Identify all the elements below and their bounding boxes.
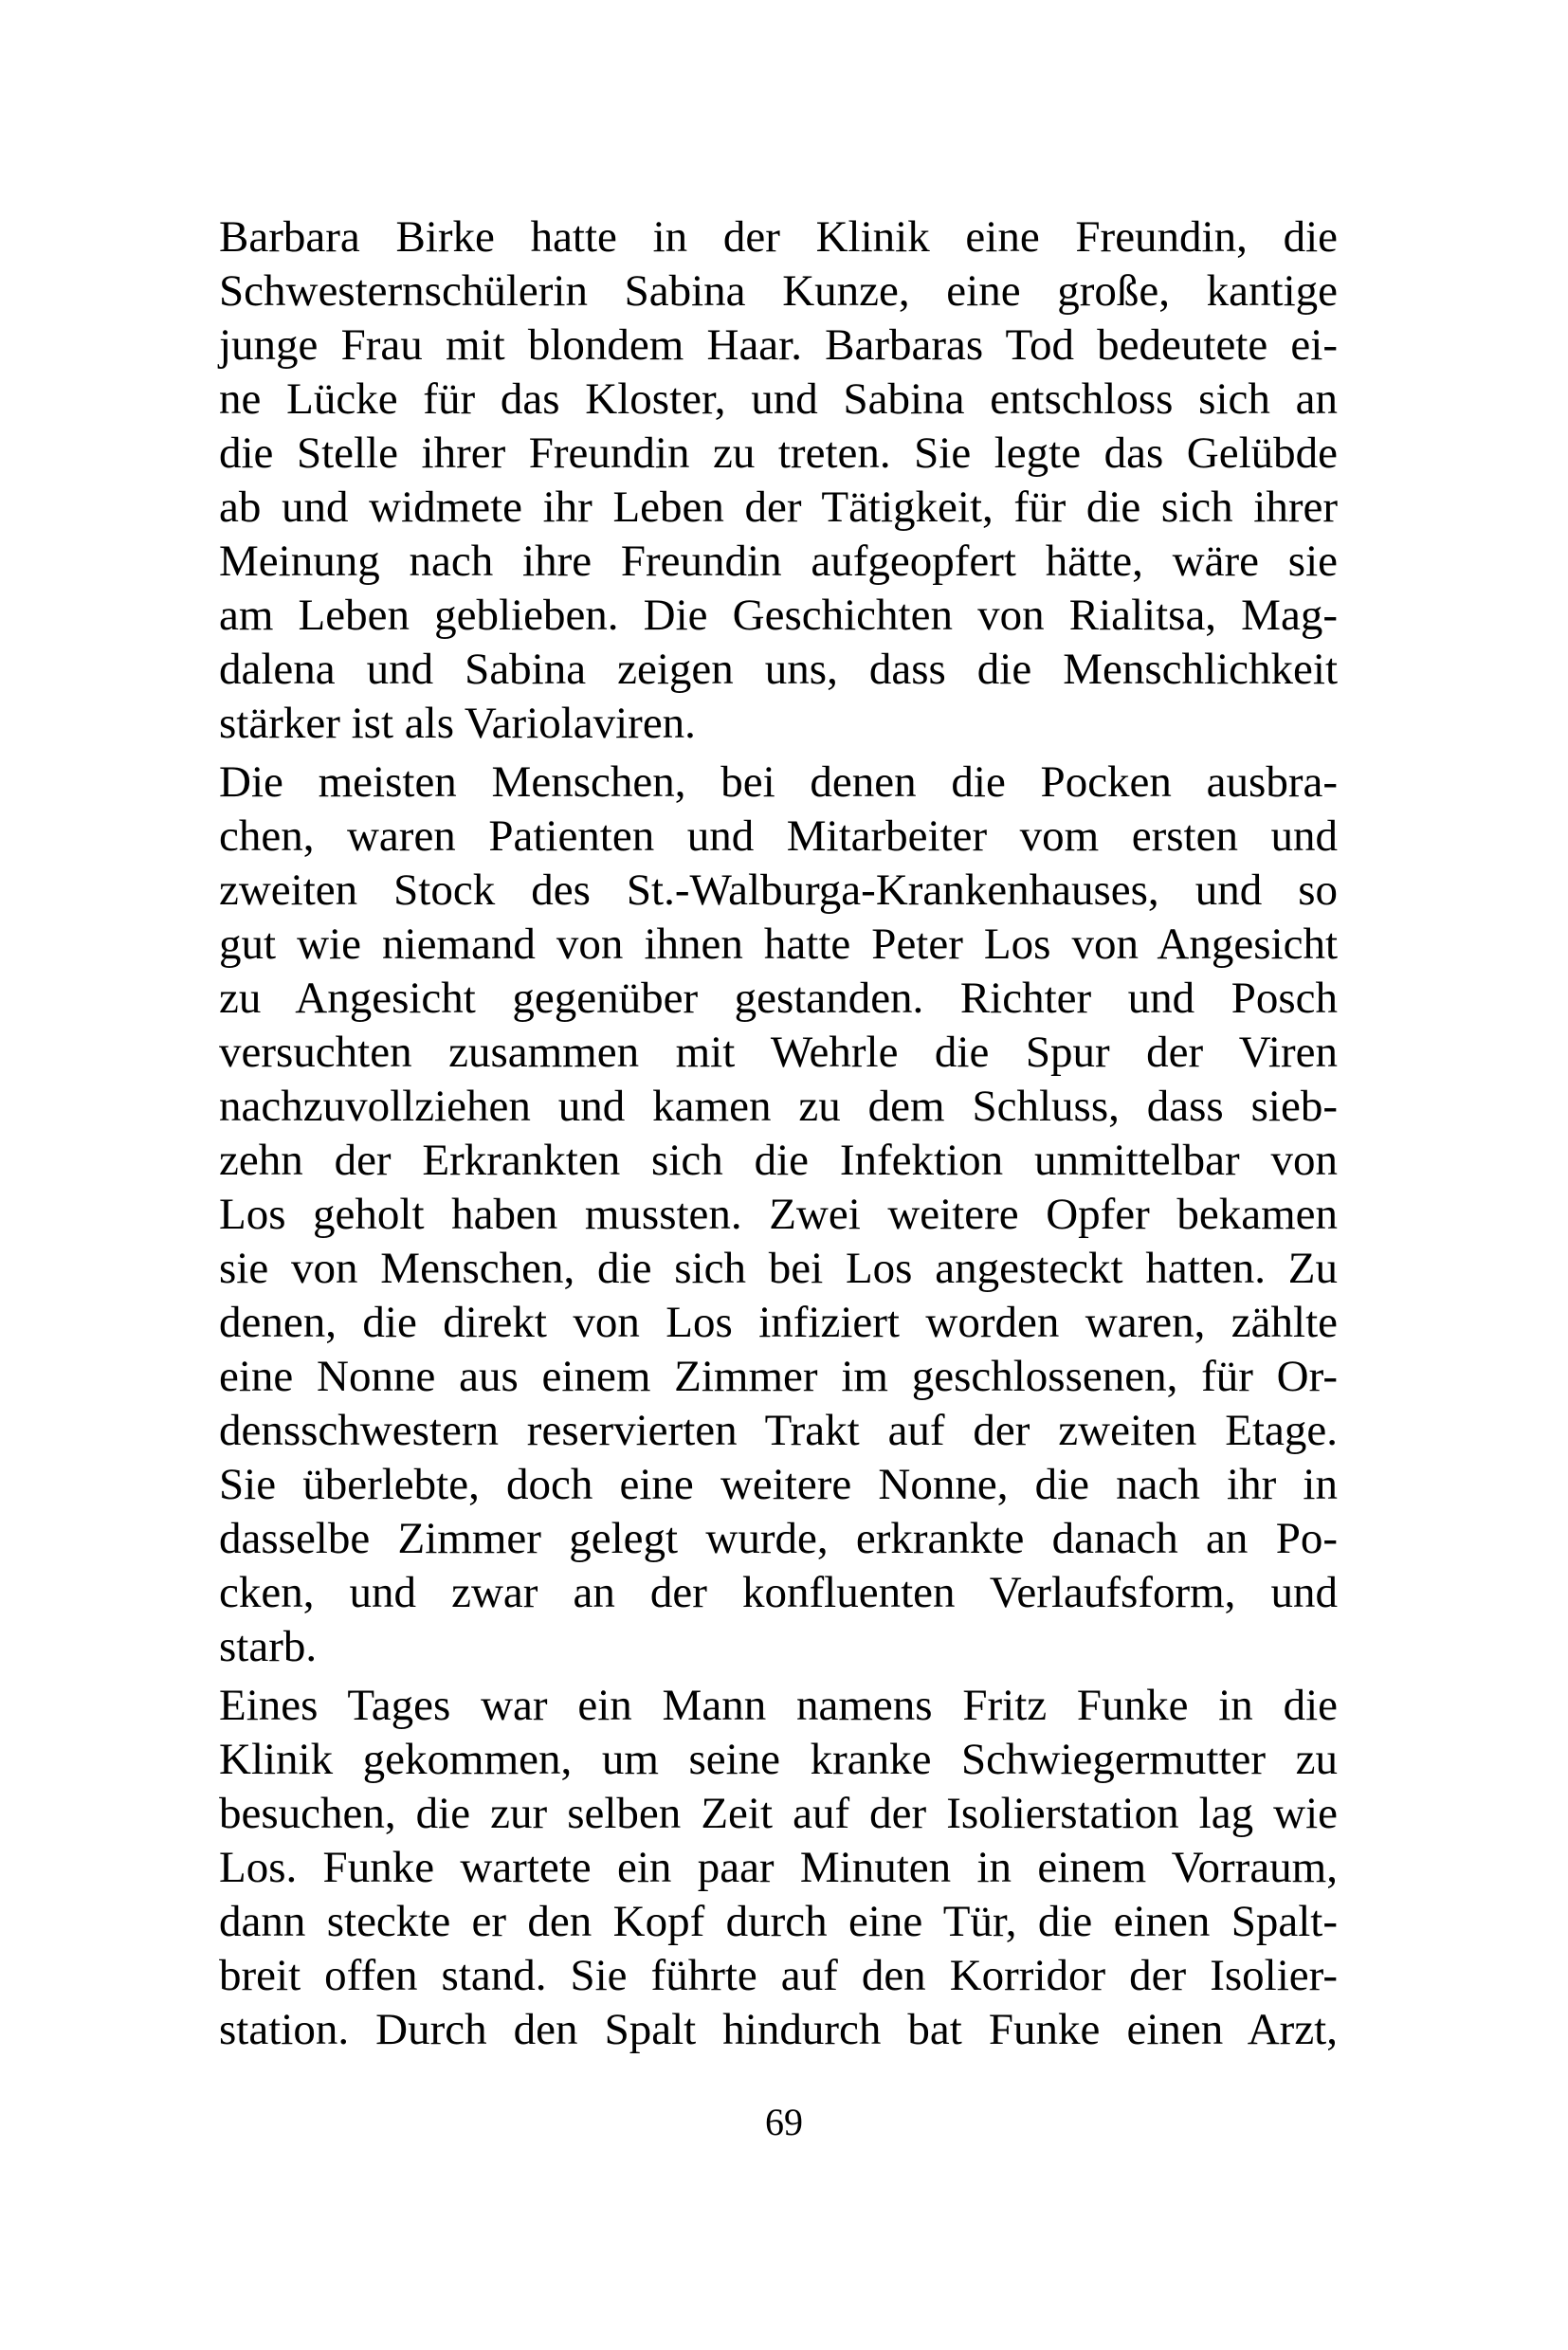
text-line: starb. (219, 1622, 318, 1671)
text-line: ne Lücke für das Kloster, und Sabina entschloss sich an (219, 374, 1338, 424)
text-line: eine Nonne aus einem Zimmer im geschlossenen, für Or- (219, 1352, 1338, 1401)
text-line: zehn der Erkrankten sich die Infektion unmittelbar von (219, 1136, 1338, 1185)
body-text (219, 210, 1338, 2062)
text-line: besuchen, die zur selben Zeit auf der Isolierstation lag wie (219, 1789, 1338, 1838)
text-line: dalena und Sabina zeigen uns, dass die Menschlichkeit (219, 645, 1338, 694)
paragraph (219, 756, 1338, 1674)
text-line: cken, und zwar an der konfluenten Verlaufsform, und (219, 1568, 1338, 1617)
text-line: denen, die direkt von Los infiziert worden waren, zählte (219, 1298, 1338, 1347)
text-line: Schwesternschülerin Sabina Kunze, eine große, kantige (219, 266, 1338, 316)
text-line: am Leben geblieben. Die Geschichten von Rialitsa, Mag- (219, 591, 1338, 640)
text-line: zu Angesicht gegenüber gestanden. Richter und Posch (219, 974, 1338, 1023)
text-line: Meinung nach ihre Freundin aufgeopfert hätte, wäre sie (219, 537, 1338, 586)
text-line: ab und widmete ihr Leben der Tätigkeit, für die sich ihrer (219, 483, 1338, 532)
text-line: densschwestern reservierten Trakt auf der zweiten Etage. (219, 1406, 1338, 1455)
page-number: 69 (765, 2101, 803, 2143)
paragraph (219, 210, 1338, 751)
text-line: breit offen stand. Sie führte auf den Korridor der Isolier- (219, 1951, 1338, 2000)
text-line: Barbara Birke hatte in der Klinik eine Freundin, die (219, 212, 1338, 262)
text-line: Los geholt haben mussten. Zwei weitere Opfer bekamen (219, 1190, 1338, 1239)
text-line: Die meisten Menschen, bei denen die Pocken ausbra- (219, 757, 1338, 807)
text-line: chen, waren Patienten und Mitarbeiter vom ersten und (219, 811, 1338, 861)
text-line: gut wie niemand von ihnen hatte Peter Los von Angesicht (219, 920, 1338, 969)
text-line: station. Durch den Spalt hindurch bat Funke einen Arzt, (219, 2005, 1338, 2054)
text-line: dasselbe Zimmer gelegt wurde, erkrankte danach an Po- (219, 1514, 1338, 1563)
text-line: versuchten zusammen mit Wehrle die Spur der Viren (219, 1028, 1338, 1077)
text-line: nachzuvollziehen und kamen zu dem Schluss, dass sieb- (219, 1082, 1338, 1131)
text-line: stärker ist als Variolaviren. (219, 699, 696, 748)
text-line: zweiten Stock des St.-Walburga-Krankenhauses, und so (219, 865, 1338, 915)
text-line: sie von Menschen, die sich bei Los angesteckt hatten. Zu (219, 1244, 1338, 1293)
text-line: die Stelle ihrer Freundin zu treten. Sie legte das Gelübde (219, 428, 1338, 478)
text-line: Los. Funke wartete ein paar Minuten in einem Vorraum, (219, 1843, 1338, 1892)
text-line: junge Frau mit blondem Haar. Barbaras Tod bedeutete ei- (219, 320, 1338, 370)
text-line: Sie überlebte, doch eine weitere Nonne, die nach ihr in (219, 1460, 1338, 1509)
text-line: dann steckte er den Kopf durch eine Tür, die einen Spalt- (219, 1897, 1338, 1946)
paragraph (219, 1679, 1338, 2057)
text-line: Klinik gekommen, um seine kranke Schwiegermutter zu (219, 1735, 1338, 1784)
text-line: Eines Tages war ein Mann namens Fritz Funke in die (219, 1681, 1338, 1730)
